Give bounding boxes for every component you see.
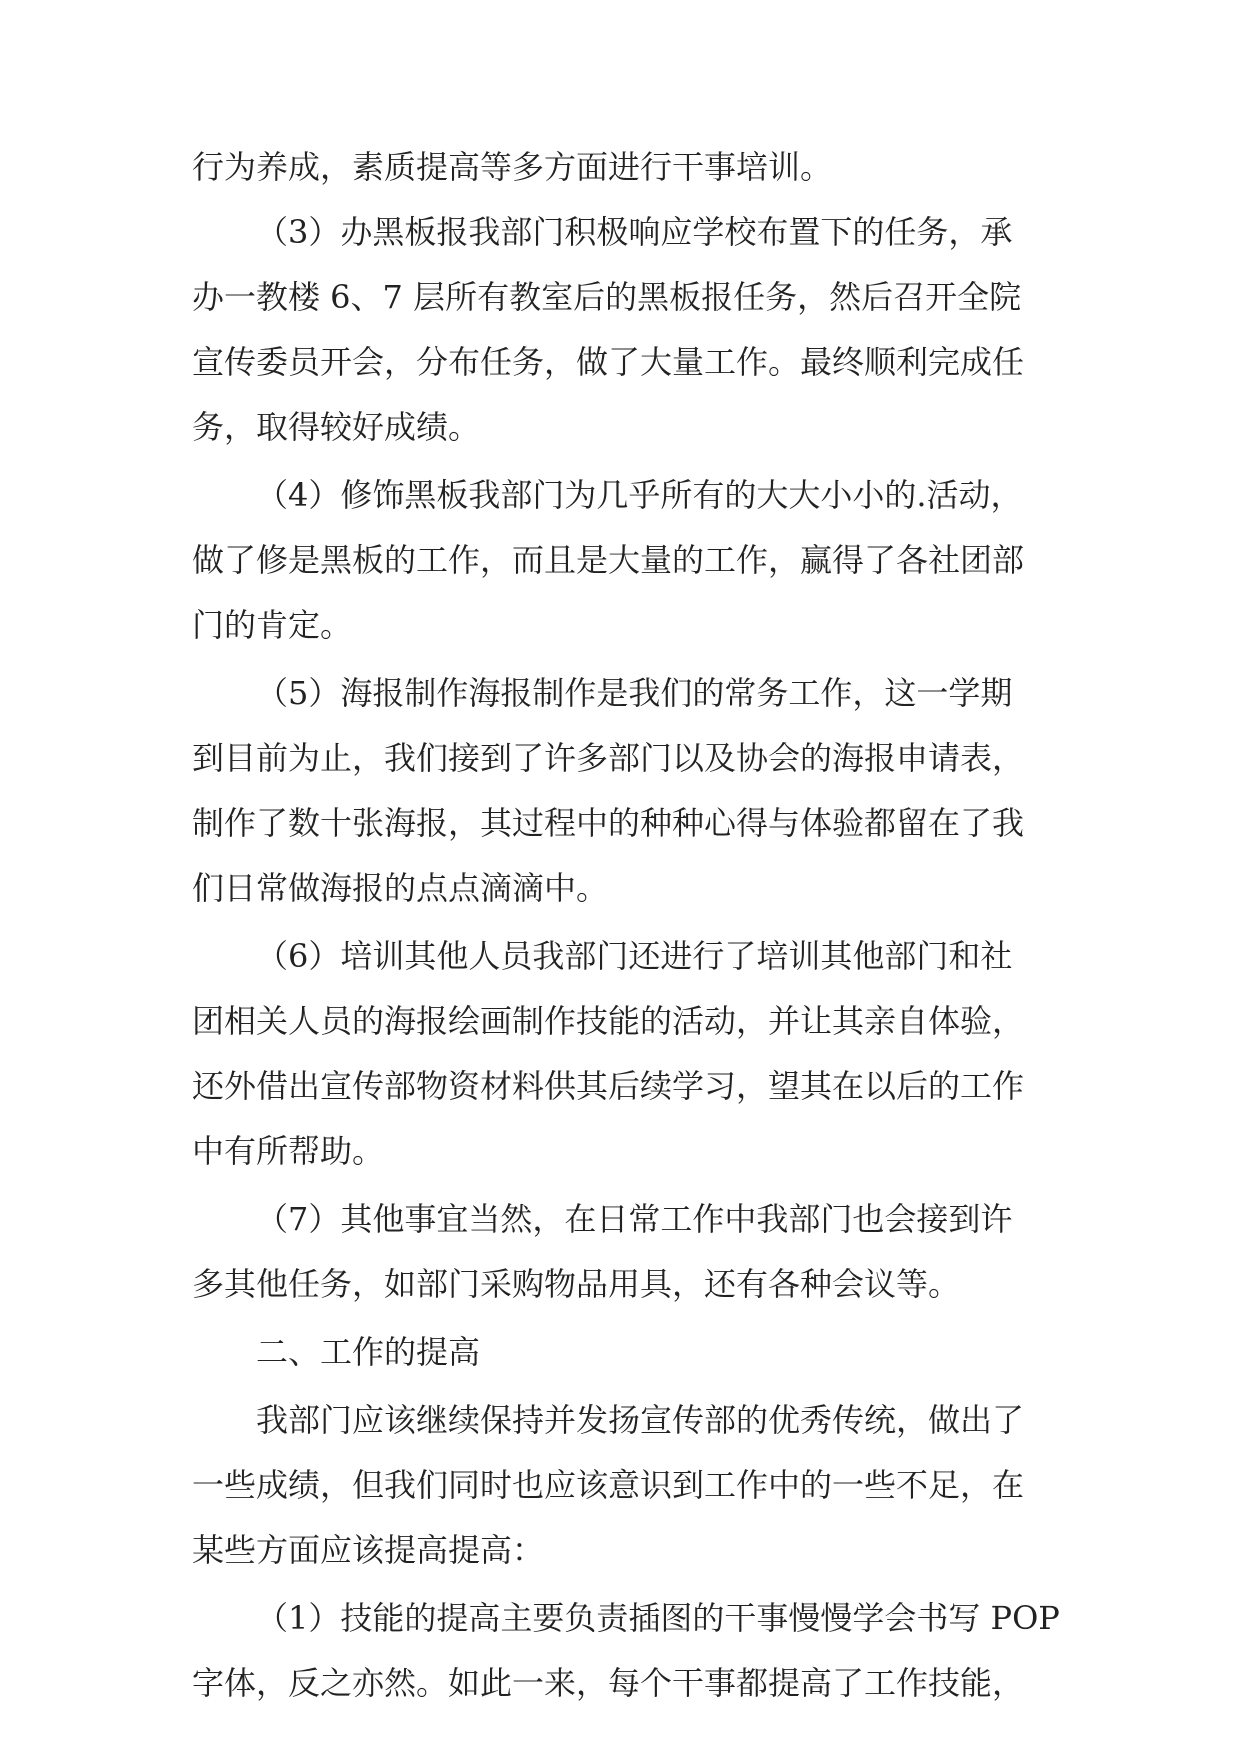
text-line: （5）海报制作海报制作是我们的常务工作，这一学期 xyxy=(256,674,1013,712)
text-line: 我部门应该继续保持并发扬宣传部的优秀传统，做出了 xyxy=(256,1401,1025,1439)
text-line: 字体，反之亦然。如此一来，每个干事都提高了工作技能， xyxy=(192,1664,1025,1702)
section-heading: 二、工作的提高 xyxy=(256,1333,481,1371)
text-line: 务，取得较好成绩。 xyxy=(192,408,481,446)
text-line: 办一教楼 6、7 层所有教室后的黑板报任务，然后召开全院 xyxy=(192,278,1022,316)
text-line: 制作了数十张海报，其过程中的种种心得与体验都留在了我 xyxy=(192,804,1025,842)
text-line: 们日常做海报的点点滴滴中。 xyxy=(192,869,609,907)
text-line: （4）修饰黑板我部门为几乎所有的大大小小的.活动， xyxy=(256,476,1023,514)
text-line: （7）其他事宜当然，在日常工作中我部门也会接到许 xyxy=(256,1200,1013,1238)
document-body xyxy=(192,148,1060,1702)
text-line: （6）培训其他人员我部门还进行了培训其他部门和社 xyxy=(256,937,1013,975)
text-line: （1）技能的提高主要负责插图的干事慢慢学会书写 POP xyxy=(256,1599,1060,1637)
text-line: （3）办黑板报我部门积极响应学校布置下的任务，承 xyxy=(256,213,1013,251)
text-line: 到目前为止，我们接到了许多部门以及协会的海报申请表， xyxy=(192,739,1025,777)
text-line: 多其他任务，如部门采购物品用具，还有各种会议等。 xyxy=(192,1265,961,1303)
text-line: 还外借出宣传部物资材料供其后续学习，望其在以后的工作 xyxy=(192,1067,1025,1105)
text-line: 行为养成，素质提高等多方面进行干事培训。 xyxy=(192,148,833,186)
text-line: 中有所帮助。 xyxy=(192,1132,385,1170)
text-line: 门的肯定。 xyxy=(192,606,353,644)
text-line: 做了修是黑板的工作，而且是大量的工作，赢得了各社团部 xyxy=(192,541,1025,579)
text-line: 一些成绩，但我们同时也应该意识到工作中的一些不足，在 xyxy=(192,1466,1025,1504)
text-line: 某些方面应该提高提高： xyxy=(192,1531,545,1569)
text-line: 宣传委员开会，分布任务，做了大量工作。最终顺利完成任 xyxy=(192,343,1025,381)
text-line: 团相关人员的海报绘画制作技能的活动，并让其亲自体验， xyxy=(192,1002,1025,1040)
